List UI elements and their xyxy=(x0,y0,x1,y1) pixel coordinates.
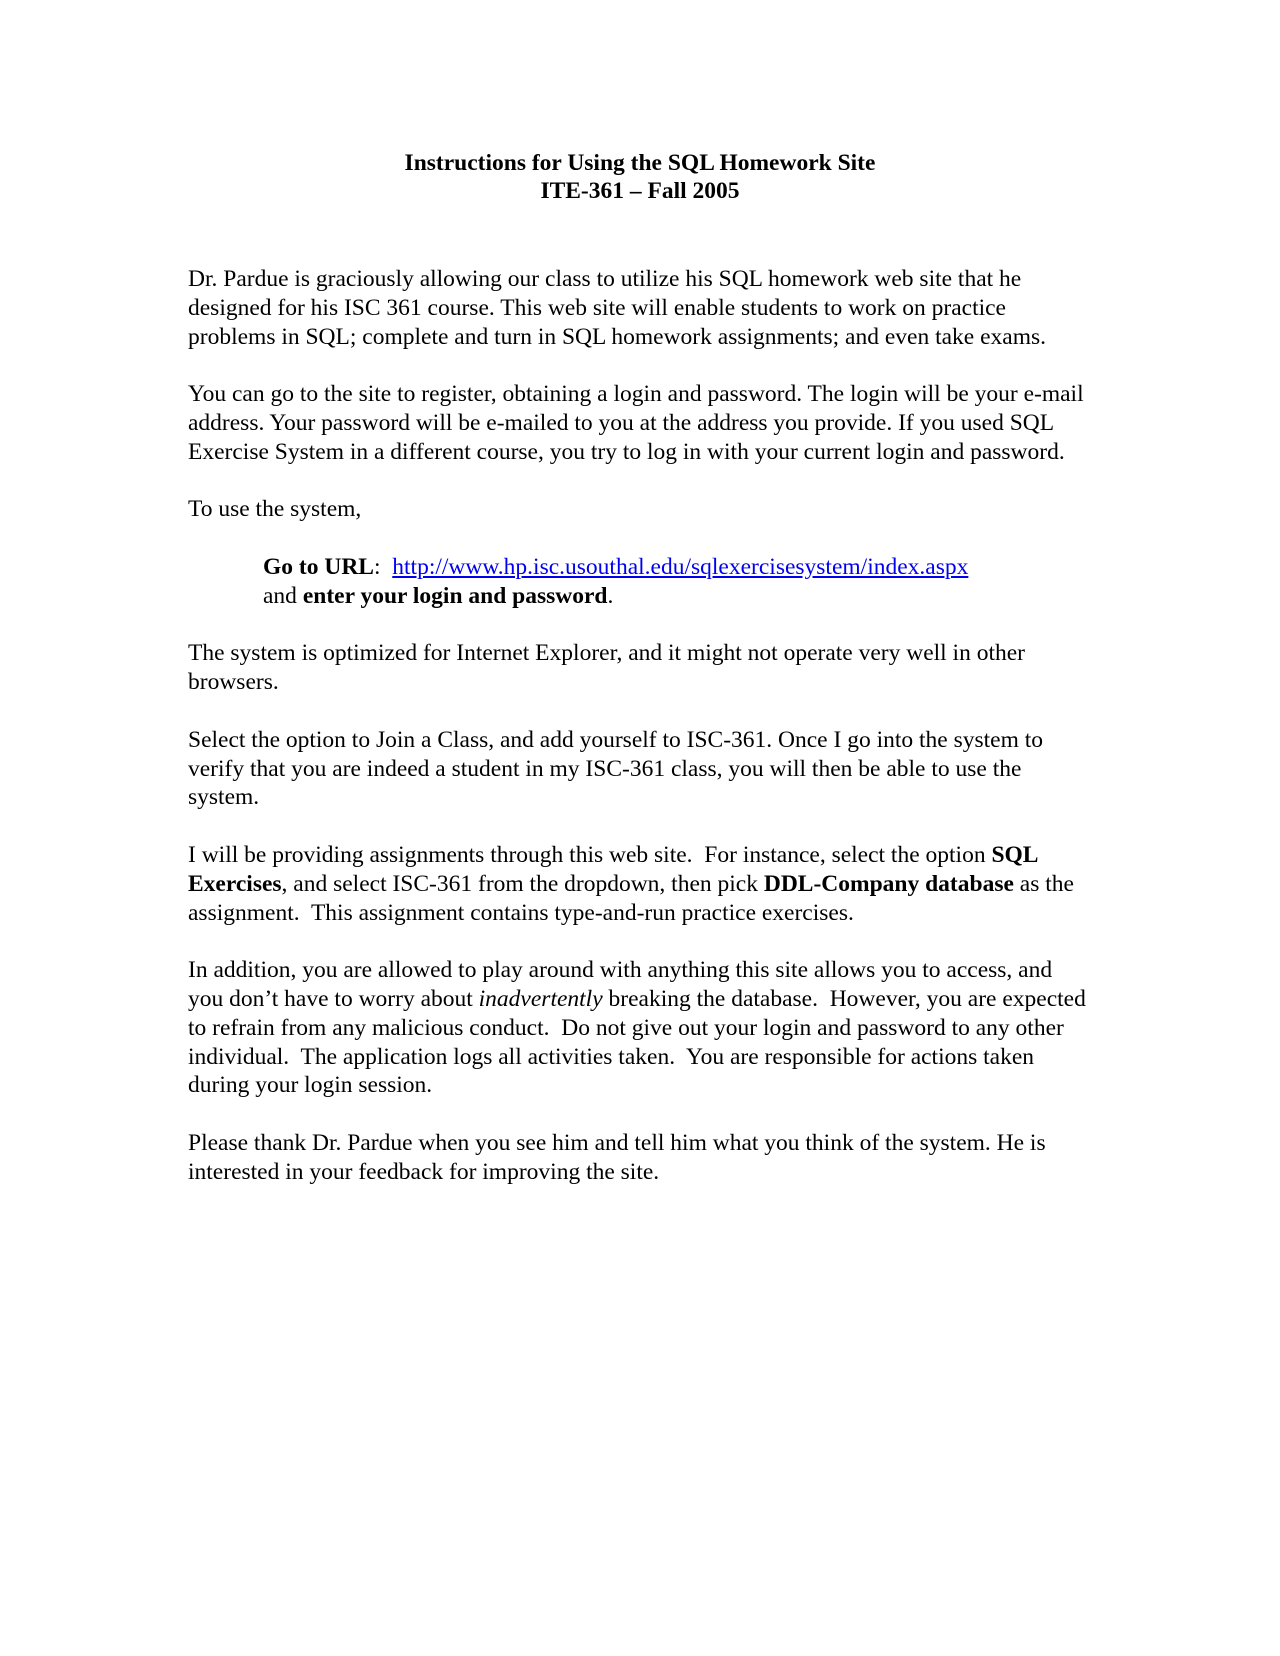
document-body xyxy=(188,265,1092,1215)
page-subtitle: ITE-361 – Fall 2005 xyxy=(540,178,740,204)
enter-login-text: enter your login and password xyxy=(302,582,608,609)
paragraph-register: You can go to the site to register, obtaining a login and password. The login will be your e-mail address. Your password will be e-mailed to you at the address you provide. If you used SQL Exercise System in a different course, you try to log in with your current login and password. xyxy=(188,381,1084,465)
paragraph-intro: Dr. Pardue is graciously allowing our class to utilize his SQL homework web site that he designed for his ISC 361 course. This web site will enable students to work on practice problems in SQL; complete and turn in SQL homework assignments; and even take exams. xyxy=(188,266,1047,350)
page-title: Instructions for Using the SQL Homework Site xyxy=(404,150,876,176)
title-block xyxy=(0,149,1280,205)
site-url-link[interactable]: http://www.hp.isc.usouthal.edu/sqlexercisesystem/index.aspx xyxy=(392,553,969,580)
paragraph-to-use: To use the system, xyxy=(188,496,362,523)
sql-exercises-bold: SQL Exercises xyxy=(188,841,1038,897)
assignments-text-2: , and select ISC-361 from the dropdown, then pick xyxy=(281,870,764,897)
assignments-text-1: I will be providing assignments through this web site. For instance, select the option xyxy=(188,841,992,868)
inadvertently-italic: inadvertently xyxy=(478,985,603,1012)
ddl-company-bold: DDL-Company database xyxy=(763,870,1014,897)
paragraph-browser: The system is optimized for Internet Explorer, and it might not operate very well in other browsers. xyxy=(188,640,1025,696)
paragraph-join-class: Select the option to Join a Class, and add yourself to ISC-361. Once I go into the system to verify that you are indeed a student in my ISC-361 class, you will then be able to use the system. xyxy=(188,726,1044,811)
conduct-text-1: In addition, you are allowed to play around with anything this site allows you to access, and you don’t have to worry about xyxy=(188,957,1058,1012)
paragraph-thanks: Please thank Dr. Pardue when you see him and tell him what you think of the system. He is interested in your feedback for improving the site. xyxy=(188,1129,1046,1185)
paragraph-assignments xyxy=(188,841,1088,927)
url-instruction xyxy=(188,553,1088,611)
conduct-text-2: breaking the database. However, you are expected to refrain from any malicious conduct. Do not give out your login and password to any other individual. The application logs all activities taken. You are responsible for actions taken during your login session. xyxy=(188,985,1092,1099)
colon-separator: : xyxy=(373,553,393,580)
paragraph-conduct xyxy=(188,956,1092,1100)
and-text: and xyxy=(263,582,303,609)
period-text: . xyxy=(607,582,614,609)
go-to-url-label: Go to URL xyxy=(263,553,374,580)
assignments-text-3: as the assignment. This assignment contains type-and-run practice exercises. xyxy=(188,870,1080,926)
